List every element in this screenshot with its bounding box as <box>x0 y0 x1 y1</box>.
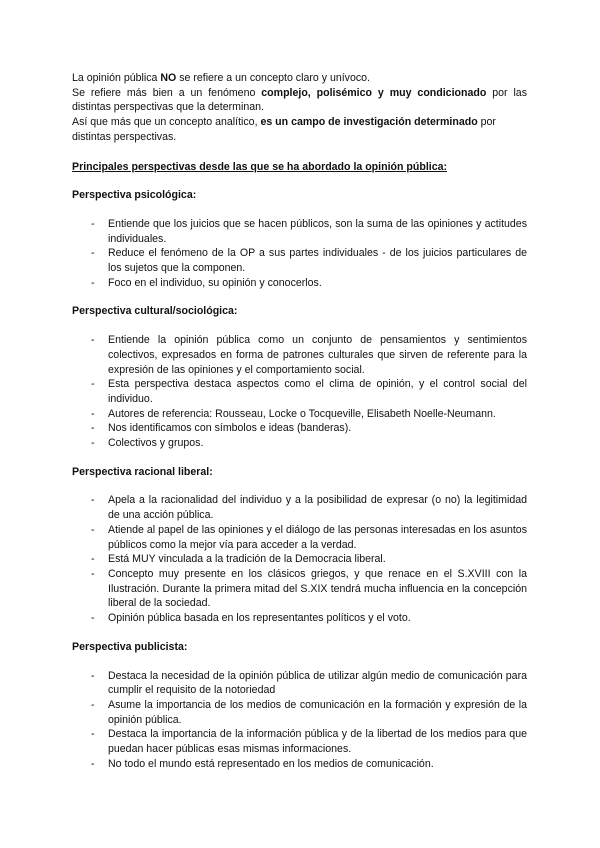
list-item: - Está MUY vinculada a la tradición de la Democracia liberal. <box>91 553 386 566</box>
intro-bold-complejo: complejo, polisémico y muy condicionado <box>261 86 487 99</box>
list-racional <box>72 493 527 625</box>
list-item: - Entiende que los juicios que se hacen públicos, son la suma de las opiniones y actitudes individuales. <box>91 217 527 245</box>
bullet-dash: - <box>91 553 95 566</box>
list-psicologica <box>72 217 527 291</box>
bullet-dash: - <box>91 217 95 230</box>
bullet-dash: - <box>91 407 95 420</box>
bullet-dash: - <box>91 728 95 741</box>
section-title-publicista: Perspectiva publicista: <box>72 640 188 653</box>
section-title-racional: Perspectiva racional liberal: <box>72 465 213 478</box>
list-item: - Apela a la racionalidad del individuo y a la posibilidad de expresar (o no) la legitimidad de una acción pública. <box>91 494 527 522</box>
list-item: - Destaca la importancia de la información pública y de la libertad de los medios para que puedan hacer públicas esas mismas informaciones. <box>91 728 527 756</box>
list-publicista <box>72 669 527 772</box>
bullet-dash: - <box>91 247 95 260</box>
document-body <box>72 71 527 771</box>
intro-bold-campo: es un campo de investigación determinado <box>260 116 478 129</box>
bullet-dash: - <box>91 422 95 435</box>
bullet-dash: - <box>91 523 95 536</box>
list-item: - Reduce el fenómeno de la OP a sus partes individuales - de los juicios particulares de los sujetos que la componen. <box>91 247 527 275</box>
intro-line-2: Se refiere más bien a un fenómeno complejo, polisémico y muy condicionado por las distintas perspectivas que la determinan. <box>72 86 527 114</box>
list-item: - Concepto muy presente en los clásicos griegos, y que renace en el S.XVIII con la Ilustración. Durante la primera mitad del S.XIX tendrá mucha influencia en la concepción liberal de la sociedad. <box>91 567 527 610</box>
bullet-dash: - <box>91 757 95 770</box>
bullet-dash: - <box>91 334 95 347</box>
section-title-cultural: Perspectiva cultural/sociológica: <box>72 305 238 318</box>
bullet-dash: - <box>91 669 95 682</box>
list-item: - Opinión pública basada en los representantes políticos y el voto. <box>91 612 411 625</box>
bullet-dash: - <box>91 378 95 391</box>
list-item: - Entiende la opinión pública como un conjunto de pensamientos y sentimientos colectivos, expresados en forma de patrones culturales que sirven de referente para la expresión de las opiniones y el comportamiento social. <box>91 334 527 376</box>
bullet-dash: - <box>91 567 95 580</box>
intro-line-1: La opinión pública NO se refiere a un concepto claro y unívoco. <box>72 72 370 84</box>
list-item: - Nos identificamos con símbolos e ideas (banderas). <box>91 422 352 435</box>
bullet-dash: - <box>91 437 95 450</box>
list-item: - Esta perspectiva destaca aspectos como el clima de opinión, y el control social del individuo. <box>91 378 527 405</box>
bullet-dash: - <box>91 612 95 625</box>
list-item: - Atiende al papel de las opiniones y el diálogo de las personas interesadas en los asuntos públicos como la mejor vía para acceder a la verdad. <box>91 523 527 551</box>
list-item: - Autores de referencia: Rousseau, Locke o Tocqueville, Elisabeth Noelle-Neumann. <box>91 407 496 420</box>
intro-block <box>72 71 527 145</box>
bullet-dash: - <box>91 494 95 507</box>
list-item: - Foco en el individuo, su opinión y conocerlos. <box>91 276 322 289</box>
section-title-psicologica: Perspectiva psicológica: <box>72 189 197 202</box>
bullet-dash: - <box>91 698 95 711</box>
list-item: - Asume la importancia de los medios de comunicación en la formación y expresión de la opinión pública. <box>91 698 527 726</box>
list-cultural <box>72 333 527 451</box>
list-item: - Colectivos y grupos. <box>91 437 204 450</box>
intro-bold-no: NO <box>160 72 177 84</box>
bullet-dash: - <box>91 276 95 289</box>
main-heading: Principales perspectivas desde las que se ha abordado la opinión pública: <box>72 160 448 173</box>
intro-line-3: Así que más que un concepto analítico, es un campo de investigación determinado por distintas perspectivas. <box>72 116 496 143</box>
list-item: - No todo el mundo está representado en los medios de comunicación. <box>91 757 434 770</box>
list-item: - Destaca la necesidad de la opinión pública de utilizar algún medio de comunicación para cumplir el requisito de la notoriedad <box>91 669 527 697</box>
